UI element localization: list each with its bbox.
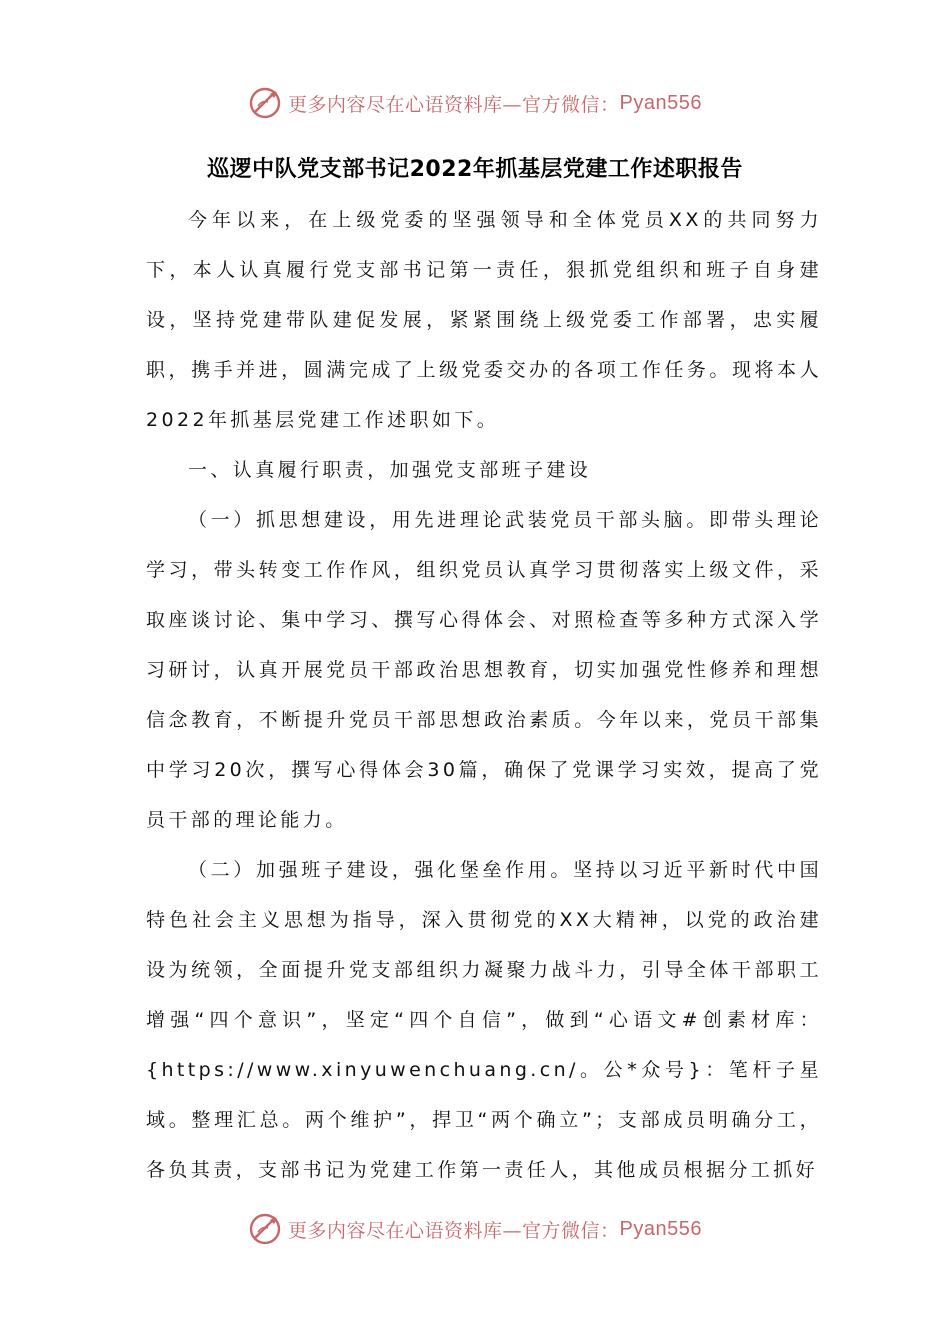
watermark-text: 更多内容尽在心语资料库—官方微信： [288,1219,620,1242]
watermark-brand: Pyan556 [619,1217,702,1240]
paragraph-thought-building: （一）抓思想建设，用先进理论武装党员干部头脑。即带头理论学习，带头转变工作作风，组织党员认真学习贯彻落实上级文件，采取座谈讨论、集中学习、撰写心得体会、对照检查等多种方式深入学习研讨，认真开展党员干部政治思想教育，切实加强党性修养和理想信念教育，不断提升党员干部思想政治素质。今年以来，党员干部集中学习20次，撰写心得体会30篇，确保了党课学习实效，提高了党员干部的理论能力。 [146,509,822,831]
pen-circle-icon [248,86,282,120]
document-title: 巡逻中队党支部书记2022年抓基层党建工作述职报告 [207,157,743,182]
watermark-brand: Pyan556 [619,91,702,114]
paragraph-team-building: （二）加强班子建设，强化堡垒作用。坚持以习近平新时代中国特色社会主义思想为指导，深入贯彻党的XX大精神，以党的政治建设为统领，全面提升党支部组织力凝聚力战斗力，引导全体干部职工增强“四个意识”，坚定“四个自信”，做到“心语文#创素材库：{https://www.xinyuwenchuang.cn/。公*众号}：笔杆子星域。整理汇总。两个维护”，捍卫“两个确立”；支部成员明确分工，各负其责，支部书记为党建工作第一责任人，其他成员根据分工抓好 [146,859,822,1181]
section-heading: 一、认真履行职责，加强党支部班子建设 [188,459,592,481]
intro-paragraph: 今年以来，在上级党委的坚强领导和全体党员XX的共同努力下，本人认真履行党支部书记第一责任，狠抓党组织和班子自身建设，坚持党建带队建促发展，紧紧围绕上级党委工作部署，忠实履职，携手并进，圆满完成了上级党委交办的各项工作任务。现将本人2022年抓基层党建工作述职如下。 [146,209,822,431]
pen-circle-icon [248,1212,282,1246]
watermark-banner-top [0,83,950,123]
document-body [146,195,822,1195]
watermark-text: 更多内容尽在心语资料库—官方微信： [288,93,620,116]
watermark-banner-bottom [0,1209,950,1249]
